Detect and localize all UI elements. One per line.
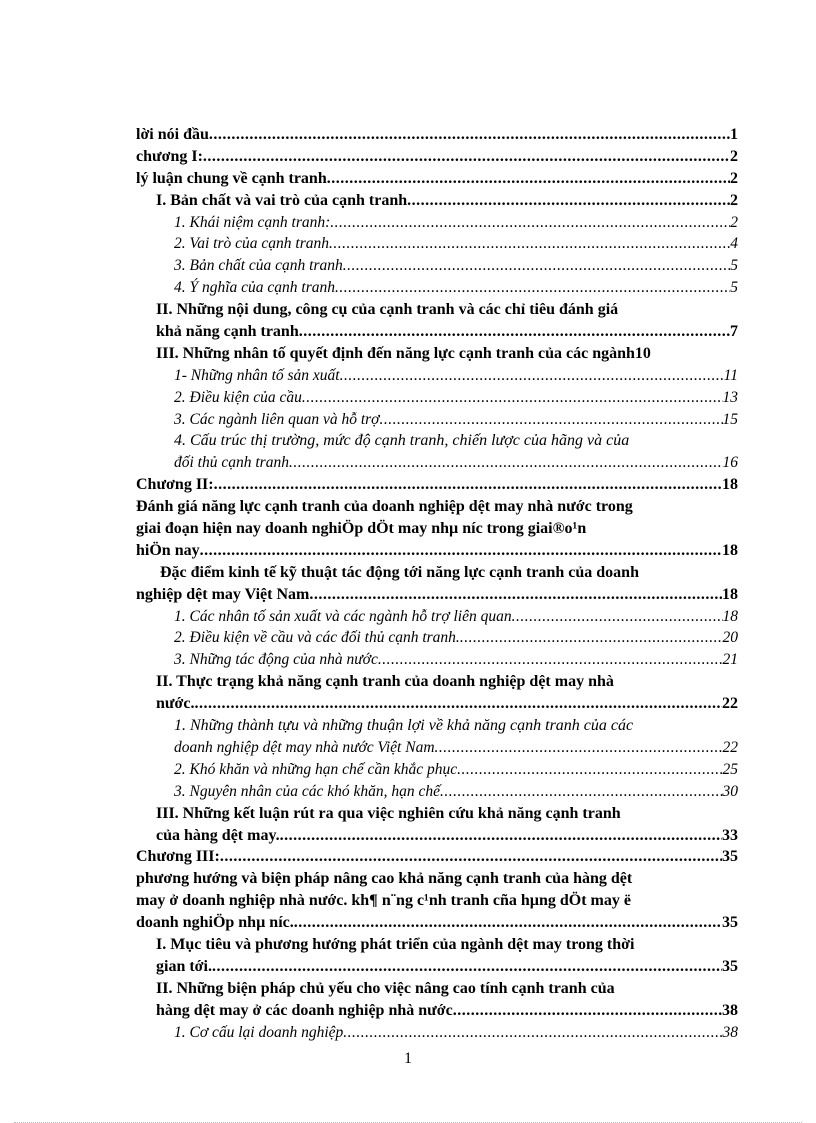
toc-entry-line[interactable]: Đánh giá năng lực cạnh tranh của doanh nghiệp dệt may nhà nước trong: [136, 498, 633, 516]
page-number: 1: [404, 1050, 412, 1067]
toc-entry[interactable]: đối thủ cạnh tranh ..... 16: [136, 452, 738, 474]
toc-entry[interactable]: 1. Khái niệm cạnh tranh: ..... 2: [136, 212, 738, 234]
toc-entry[interactable]: III. Những nhân tố quyết định đến năng lực cạnh tranh của các ngành 10: [156, 344, 651, 362]
toc-entry-line[interactable]: III. Những kết luận rút ra qua việc nghiên cứu khả năng cạnh tranh: [156, 804, 621, 822]
toc-entry[interactable]: 1- Những nhân tố sản xuất ..... 11: [136, 365, 738, 387]
toc-entry[interactable]: 3. Những tác động của nhà nước ..... 21: [136, 649, 738, 671]
table-of-contents: [136, 124, 738, 1043]
toc-entry[interactable]: 2. Điều kiện về cầu và các đối thủ cạnh tranh. ..... 20: [136, 627, 738, 649]
toc-entry[interactable]: 2. Vai trò của cạnh tranh ..... 4: [136, 233, 738, 255]
toc-entry[interactable]: 4. Ý nghĩa của cạnh tranh ..... 5: [136, 277, 738, 299]
toc-entry[interactable]: lý luận chung về cạnh tranh ..... 2: [136, 168, 738, 190]
toc-entry[interactable]: doanh nghiÖp nhµ níc. ..... 35: [136, 912, 738, 934]
toc-entry-line[interactable]: 4. Cấu trúc thị trường, mức độ cạnh tranh, chiến lược của hãng và của: [174, 432, 630, 450]
toc-entry[interactable]: 1. Cơ cấu lại doanh nghiệp ..... 38: [136, 1022, 738, 1044]
toc-entry-line[interactable]: II. Thực trạng khả năng cạnh tranh của doanh nghiệp dệt may nhà: [156, 673, 614, 691]
toc-entry[interactable]: 2. Khó khăn và những hạn chế cần khắc phục ..... 25: [136, 759, 738, 781]
toc-entry[interactable]: Chương III: ..... 35: [136, 846, 738, 868]
toc-entry-line[interactable]: II. Những biện pháp chủ yếu cho việc nâng cao tính cạnh tranh của: [156, 979, 615, 997]
toc-entry[interactable]: hàng dệt may ở các doanh nghiệp nhà nước ..... 38: [136, 1000, 738, 1022]
toc-entry-line[interactable]: phương hướng và biện pháp nâng cao khả năng cạnh tranh của hàng dệt: [136, 870, 633, 888]
toc-entry-line[interactable]: I. Mục tiêu và phương hướng phát triển của ngành dệt may trong thời: [156, 935, 635, 953]
toc-entry[interactable]: nước. ..... 22: [136, 693, 738, 715]
toc-entry-line[interactable]: Đặc điểm kinh tế kỹ thuật tác động tới năng lực cạnh tranh của doanh: [160, 563, 639, 581]
toc-entry[interactable]: hiÖn nay ..... 18: [136, 540, 738, 562]
toc-entry[interactable]: của hàng dệt may. ..... 33: [136, 825, 738, 847]
toc-entry[interactable]: khả năng cạnh tranh ..... 7: [136, 321, 738, 343]
toc-entry-line[interactable]: may ở doanh nghiệp nhà nước. kh¶ n¨ng c¹nh tranh cña hµng dÖt may ë: [136, 892, 631, 910]
toc-entry-line[interactable]: giai đoạn hiện nay doanh nghiÖp dÖt may nhµ níc trong giai®o¹n: [136, 520, 587, 538]
toc-entry[interactable]: doanh nghiệp dệt may nhà nước Việt Nam ..... 22: [136, 737, 738, 759]
toc-entry[interactable]: 1. Các nhân tố sản xuất và các ngành hỗ trợ liên quan ..... 18: [136, 606, 738, 628]
toc-entry[interactable]: lời nói đầu ..... 1: [136, 124, 738, 146]
toc-entry[interactable]: 3. Nguyên nhân của các khó khăn, hạn chế ..... 30: [136, 781, 738, 803]
toc-entry[interactable]: 2. Điều kiện của cầu ..... 13: [136, 387, 738, 409]
toc-entry-line[interactable]: 1. Những thành tựu và những thuận lợi về khả năng cạnh tranh của các: [174, 717, 634, 735]
toc-entry[interactable]: 3. Bản chất của cạnh tranh ..... 5: [136, 255, 738, 277]
toc-entry[interactable]: gian tới. ..... 35: [136, 956, 738, 978]
toc-entry[interactable]: Chương II: ..... 18: [136, 474, 738, 496]
toc-entry[interactable]: 3. Các ngành liên quan và hỗ trợ ..... 15: [136, 409, 738, 431]
toc-entry-line[interactable]: II. Những nội dung, công cụ của cạnh tranh và các chỉ tiêu đánh giá: [156, 301, 619, 319]
toc-entry[interactable]: chương I: ..... 2: [136, 146, 738, 168]
toc-entry[interactable]: I. Bản chất và vai trò của cạnh tranh ..... 2: [136, 190, 738, 212]
toc-entry[interactable]: nghiệp dệt may Việt Nam ..... 18: [136, 584, 738, 606]
